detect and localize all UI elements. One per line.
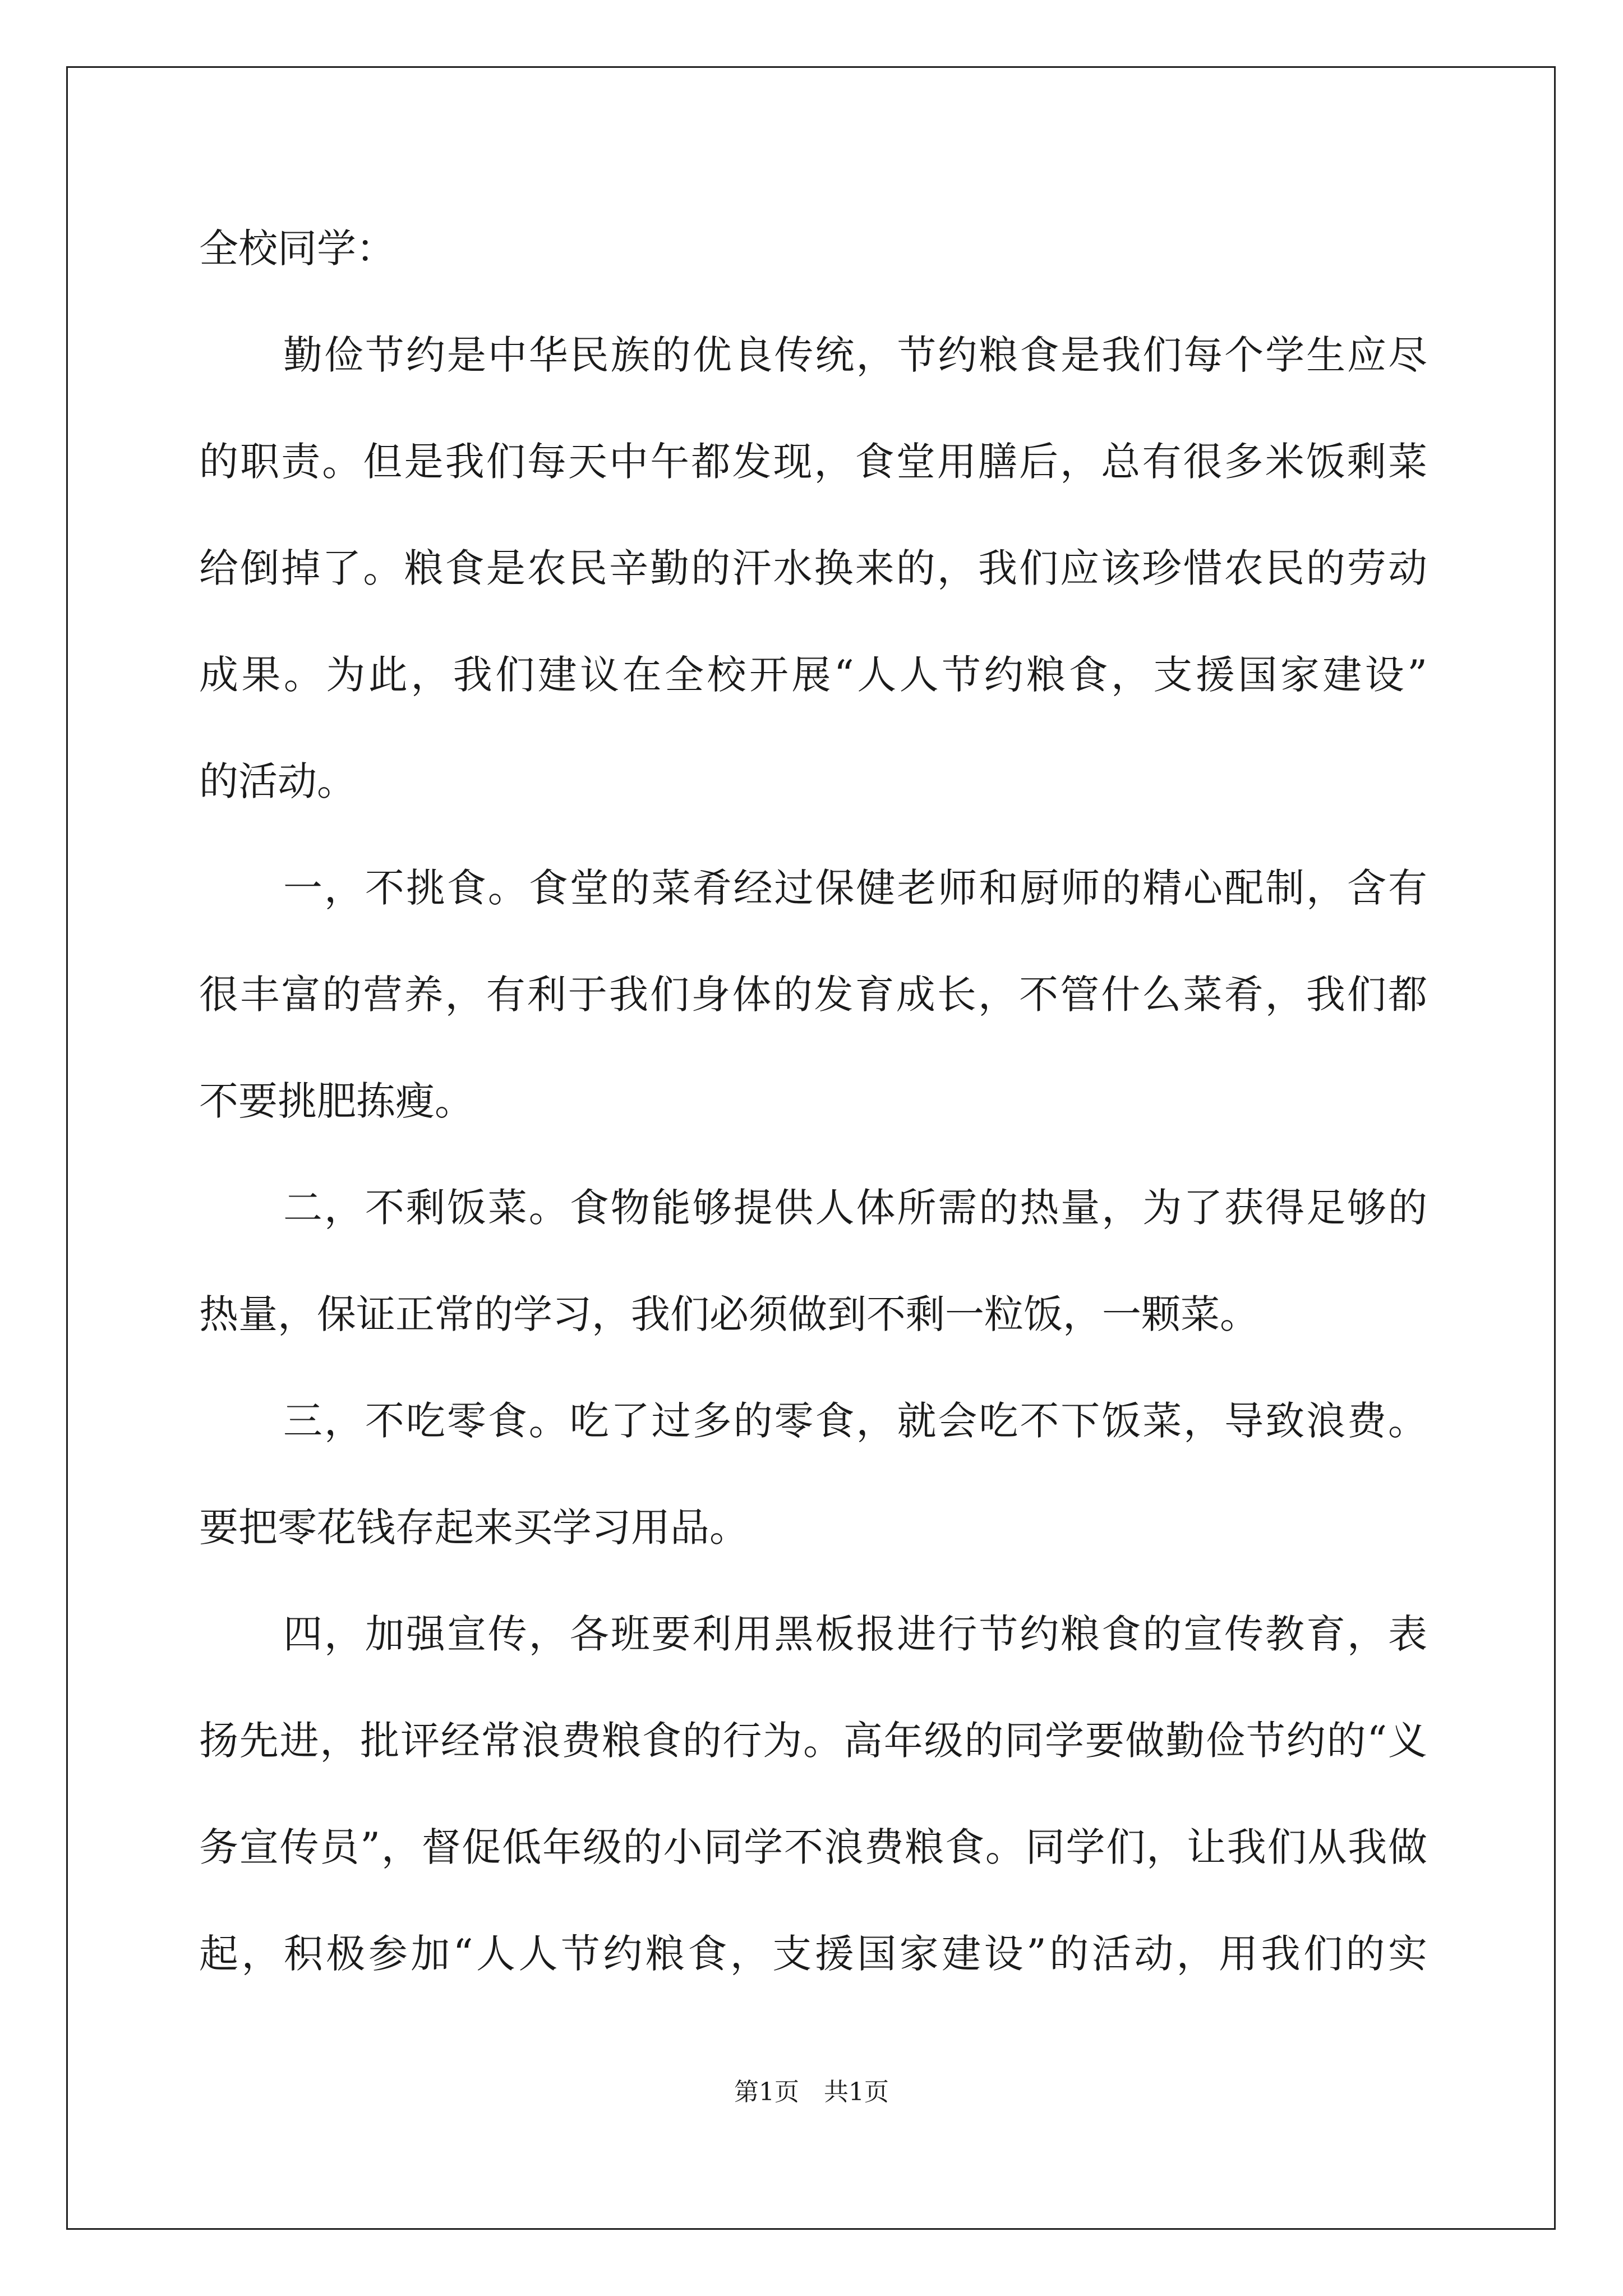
paragraph-line: 不要挑肥拣瘦。 xyxy=(199,1078,474,1124)
paragraph-line: 给倒掉了。粮食是农民辛勤的汗水换来的，我们应该珍惜农民的劳动 xyxy=(199,545,1427,591)
salutation: 全校同学： xyxy=(199,226,395,272)
paragraph-line: 扬先进，批评经常浪费粮食的行为。高年级的同学要做勤俭节约的“义 xyxy=(199,1718,1427,1764)
paragraph-line: 很丰富的营养，有利于我们身体的发育成长，不管什么菜肴，我们都 xyxy=(199,972,1427,1018)
paragraph-line: 一，不挑食。食堂的菜肴经过保健老师和厨师的精心配制，含有 xyxy=(283,865,1427,911)
paragraph-line: 要把零花钱存起来买学习用品。 xyxy=(199,1504,749,1550)
paragraph-line: 的活动。 xyxy=(199,758,356,804)
paragraph-line: 二，不剩饭菜。食物能够提供人体所需的热量，为了获得足够的 xyxy=(283,1185,1427,1231)
paragraph-line: 的职责。但是我们每天中午都发现，食堂用膳后，总有很多米饭剩菜 xyxy=(199,439,1427,485)
page-border xyxy=(66,66,1556,2230)
page-footer xyxy=(0,2076,1623,2109)
page-total: 共1页 xyxy=(824,2078,889,2106)
paragraph-line: 务宣传员”，督促低年级的小同学不浪费粮食。同学们，让我们从我做 xyxy=(199,1824,1427,1870)
page-number: 第1页 xyxy=(734,2078,799,2106)
paragraph-line: 热量，保证正常的学习，我们必须做到不剩一粒饭，一颗菜。 xyxy=(199,1291,1259,1337)
paragraph-line: 四，加强宣传，各班要利用黑板报进行节约粮食的宣传教育，表 xyxy=(283,1611,1427,1657)
paragraph-line: 起，积极参加“人人节约粮食，支援国家建设”的活动，用我们的实 xyxy=(199,1931,1427,1977)
paragraph-line: 三，不吃零食。吃了过多的零食，就会吃不下饭菜，导致浪费。 xyxy=(283,1398,1427,1444)
paragraph-line: 勤俭节约是中华民族的优良传统，节约粮食是我们每个学生应尽 xyxy=(283,332,1427,378)
paragraph-line: 成果。为此，我们建议在全校开展“人人节约粮食，支援国家建设” xyxy=(199,652,1427,698)
